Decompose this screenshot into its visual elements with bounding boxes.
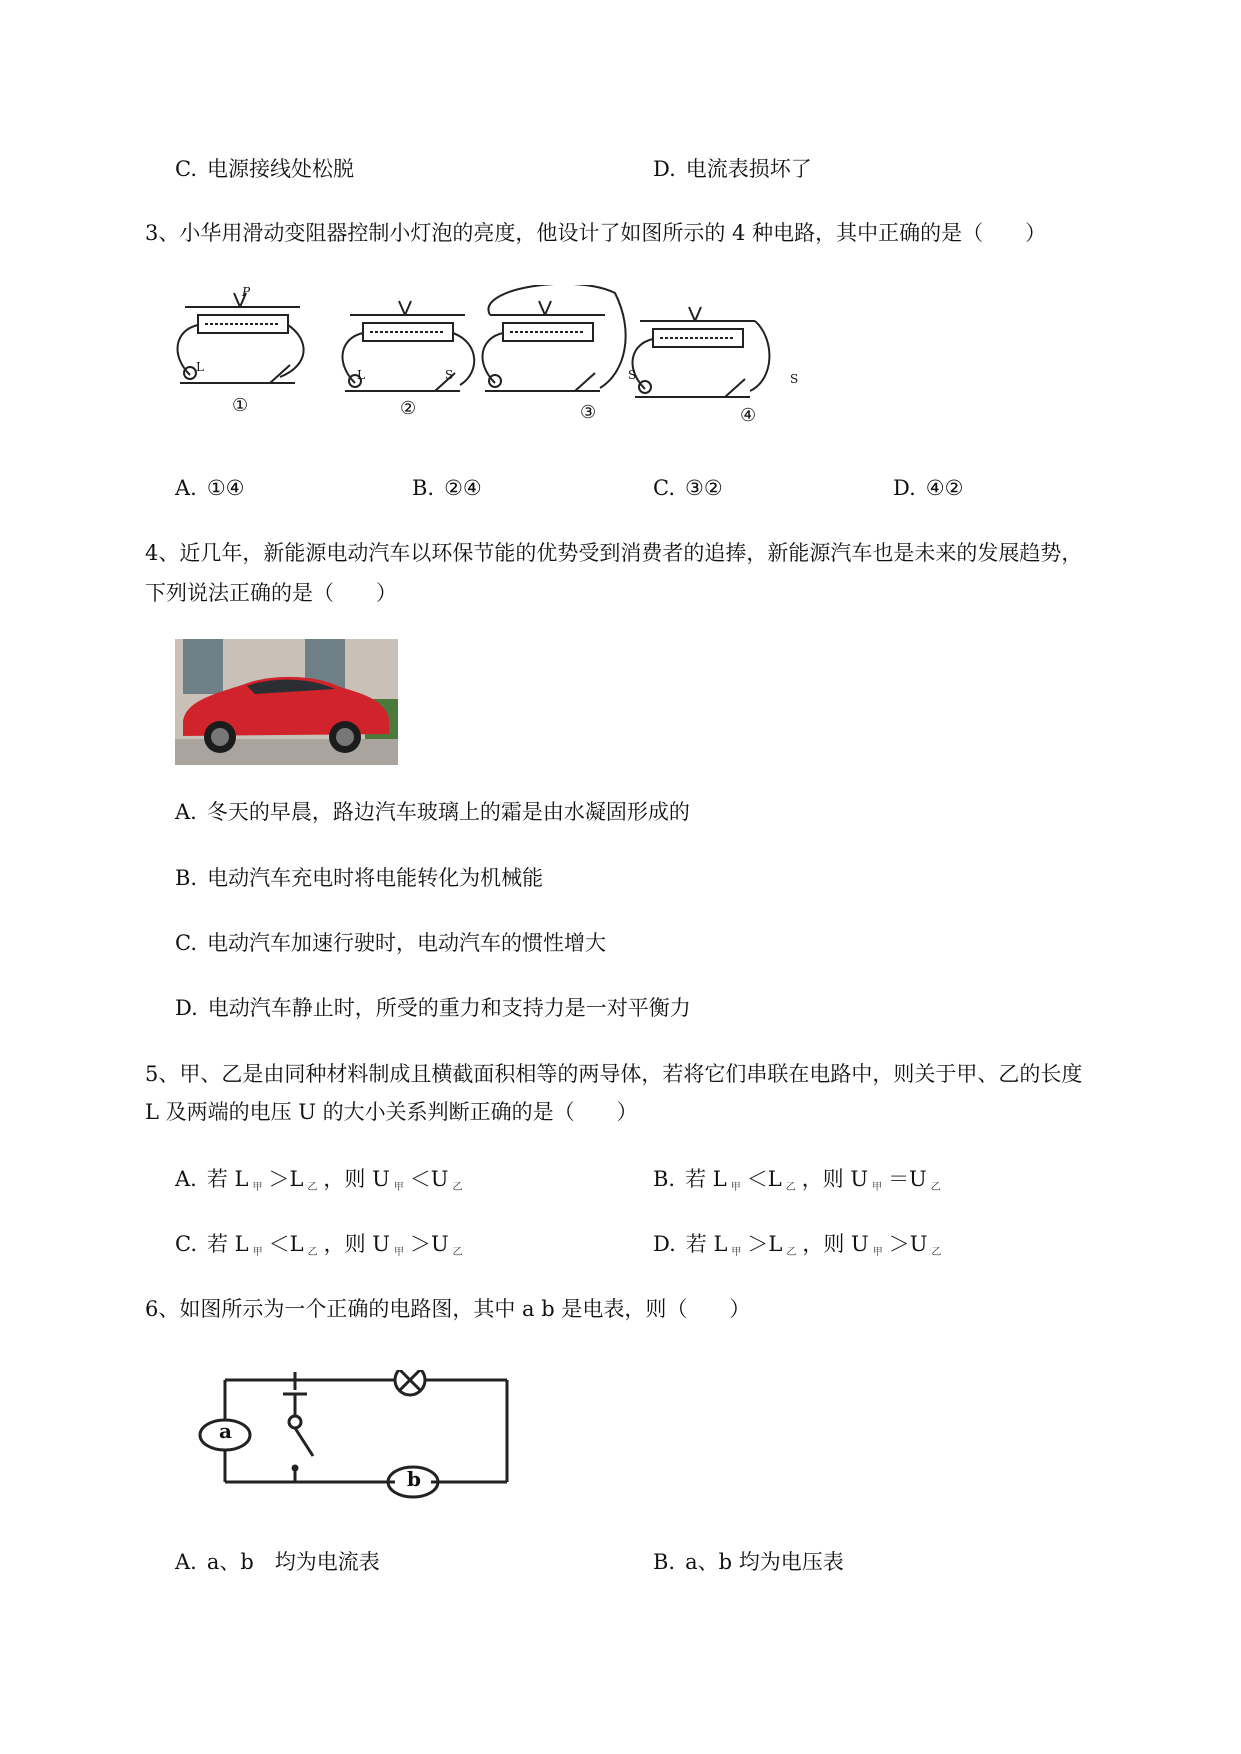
fig3-s-letter: S bbox=[628, 368, 637, 382]
q6-option-b: B. a、b 均为电压表 bbox=[653, 1550, 844, 1574]
q5-option-a: A. 若 L 甲 ＞L 乙 ，则 U 甲 ＜U 乙 bbox=[175, 1167, 463, 1193]
q3-stem: 3、小华用滑动变阻器控制小灯泡的亮度，他设计了如图所示的 4 种电路，其中正确的是（ ） bbox=[145, 221, 1047, 245]
q6-stem: 6、如图所示为一个正确的电路图，其中 a b 是电表，则（ ） bbox=[145, 1297, 751, 1321]
q2-option-c: C. 电源接线处松脱 bbox=[175, 157, 354, 181]
q3-option-b: B. ②④ bbox=[412, 476, 482, 500]
fig1-p-letter: P bbox=[242, 285, 251, 299]
fig2-s-letter: S bbox=[445, 368, 454, 382]
q4-option-b: B. 电动汽车充电时将电能转化为机械能 bbox=[175, 866, 544, 890]
meter-b-label: b bbox=[407, 1467, 421, 1491]
q6-circuit-diagram bbox=[195, 1370, 525, 1510]
circuit-label-2: ② bbox=[400, 398, 417, 419]
circuit-label-3: ③ bbox=[580, 402, 597, 423]
q3-circuit-figure bbox=[170, 285, 830, 430]
q3-option-a: A. ①④ bbox=[175, 476, 245, 500]
fig4-s-letter: S bbox=[790, 372, 799, 386]
q5-stem-line1: 5、甲、乙是由同种材料制成且横截面积相等的两导体，若将它们串联在电路中，则关于甲、乙的长度 bbox=[145, 1062, 1083, 1086]
fig2-l-letter: L bbox=[357, 368, 365, 382]
q3-option-c: C. ③② bbox=[653, 476, 723, 500]
q5-option-b: B. 若 L 甲 ＜L 乙 ，则 U 甲 ＝U 乙 bbox=[653, 1167, 941, 1193]
fig1-l-letter: L bbox=[196, 360, 204, 374]
circuit-label-1: ① bbox=[232, 395, 249, 416]
q4-option-a: A. 冬天的早晨，路边汽车玻璃上的霜是由水凝固形成的 bbox=[175, 800, 690, 824]
circuit-label-4: ④ bbox=[740, 405, 757, 426]
electric-car-photo bbox=[175, 639, 398, 765]
q4-option-d: D. 电动汽车静止时，所受的重力和支持力是一对平衡力 bbox=[175, 996, 691, 1020]
q4-option-c: C. 电动汽车加速行驶时，电动汽车的惯性增大 bbox=[175, 931, 606, 955]
q4-stem-line2: 下列说法正确的是（ ） bbox=[145, 581, 397, 605]
q3-option-d: D. ④② bbox=[893, 476, 964, 500]
q4-stem-line1: 4、近几年，新能源电动汽车以环保节能的优势受到消费者的追捧，新能源汽车也是未来的发展趋势， bbox=[145, 541, 1083, 565]
circuit-4-drawing bbox=[633, 307, 770, 397]
q5-stem-line2: L 及两端的电压 U 的大小关系判断正确的是（ ） bbox=[145, 1100, 638, 1124]
q5-option-d: D. 若 L 甲 ＞L 乙 ，则 U 甲 ＞U 乙 bbox=[653, 1232, 942, 1258]
q2-option-d: D. 电流表损坏了 bbox=[653, 157, 812, 181]
q6-option-a: A. a、b 均为电流表 bbox=[175, 1550, 380, 1574]
q5-option-c: C. 若 L 甲 ＜L 乙 ，则 U 甲 ＞U 乙 bbox=[175, 1232, 463, 1258]
circuit-3-drawing bbox=[483, 285, 626, 391]
meter-a-label: a bbox=[219, 1419, 232, 1443]
